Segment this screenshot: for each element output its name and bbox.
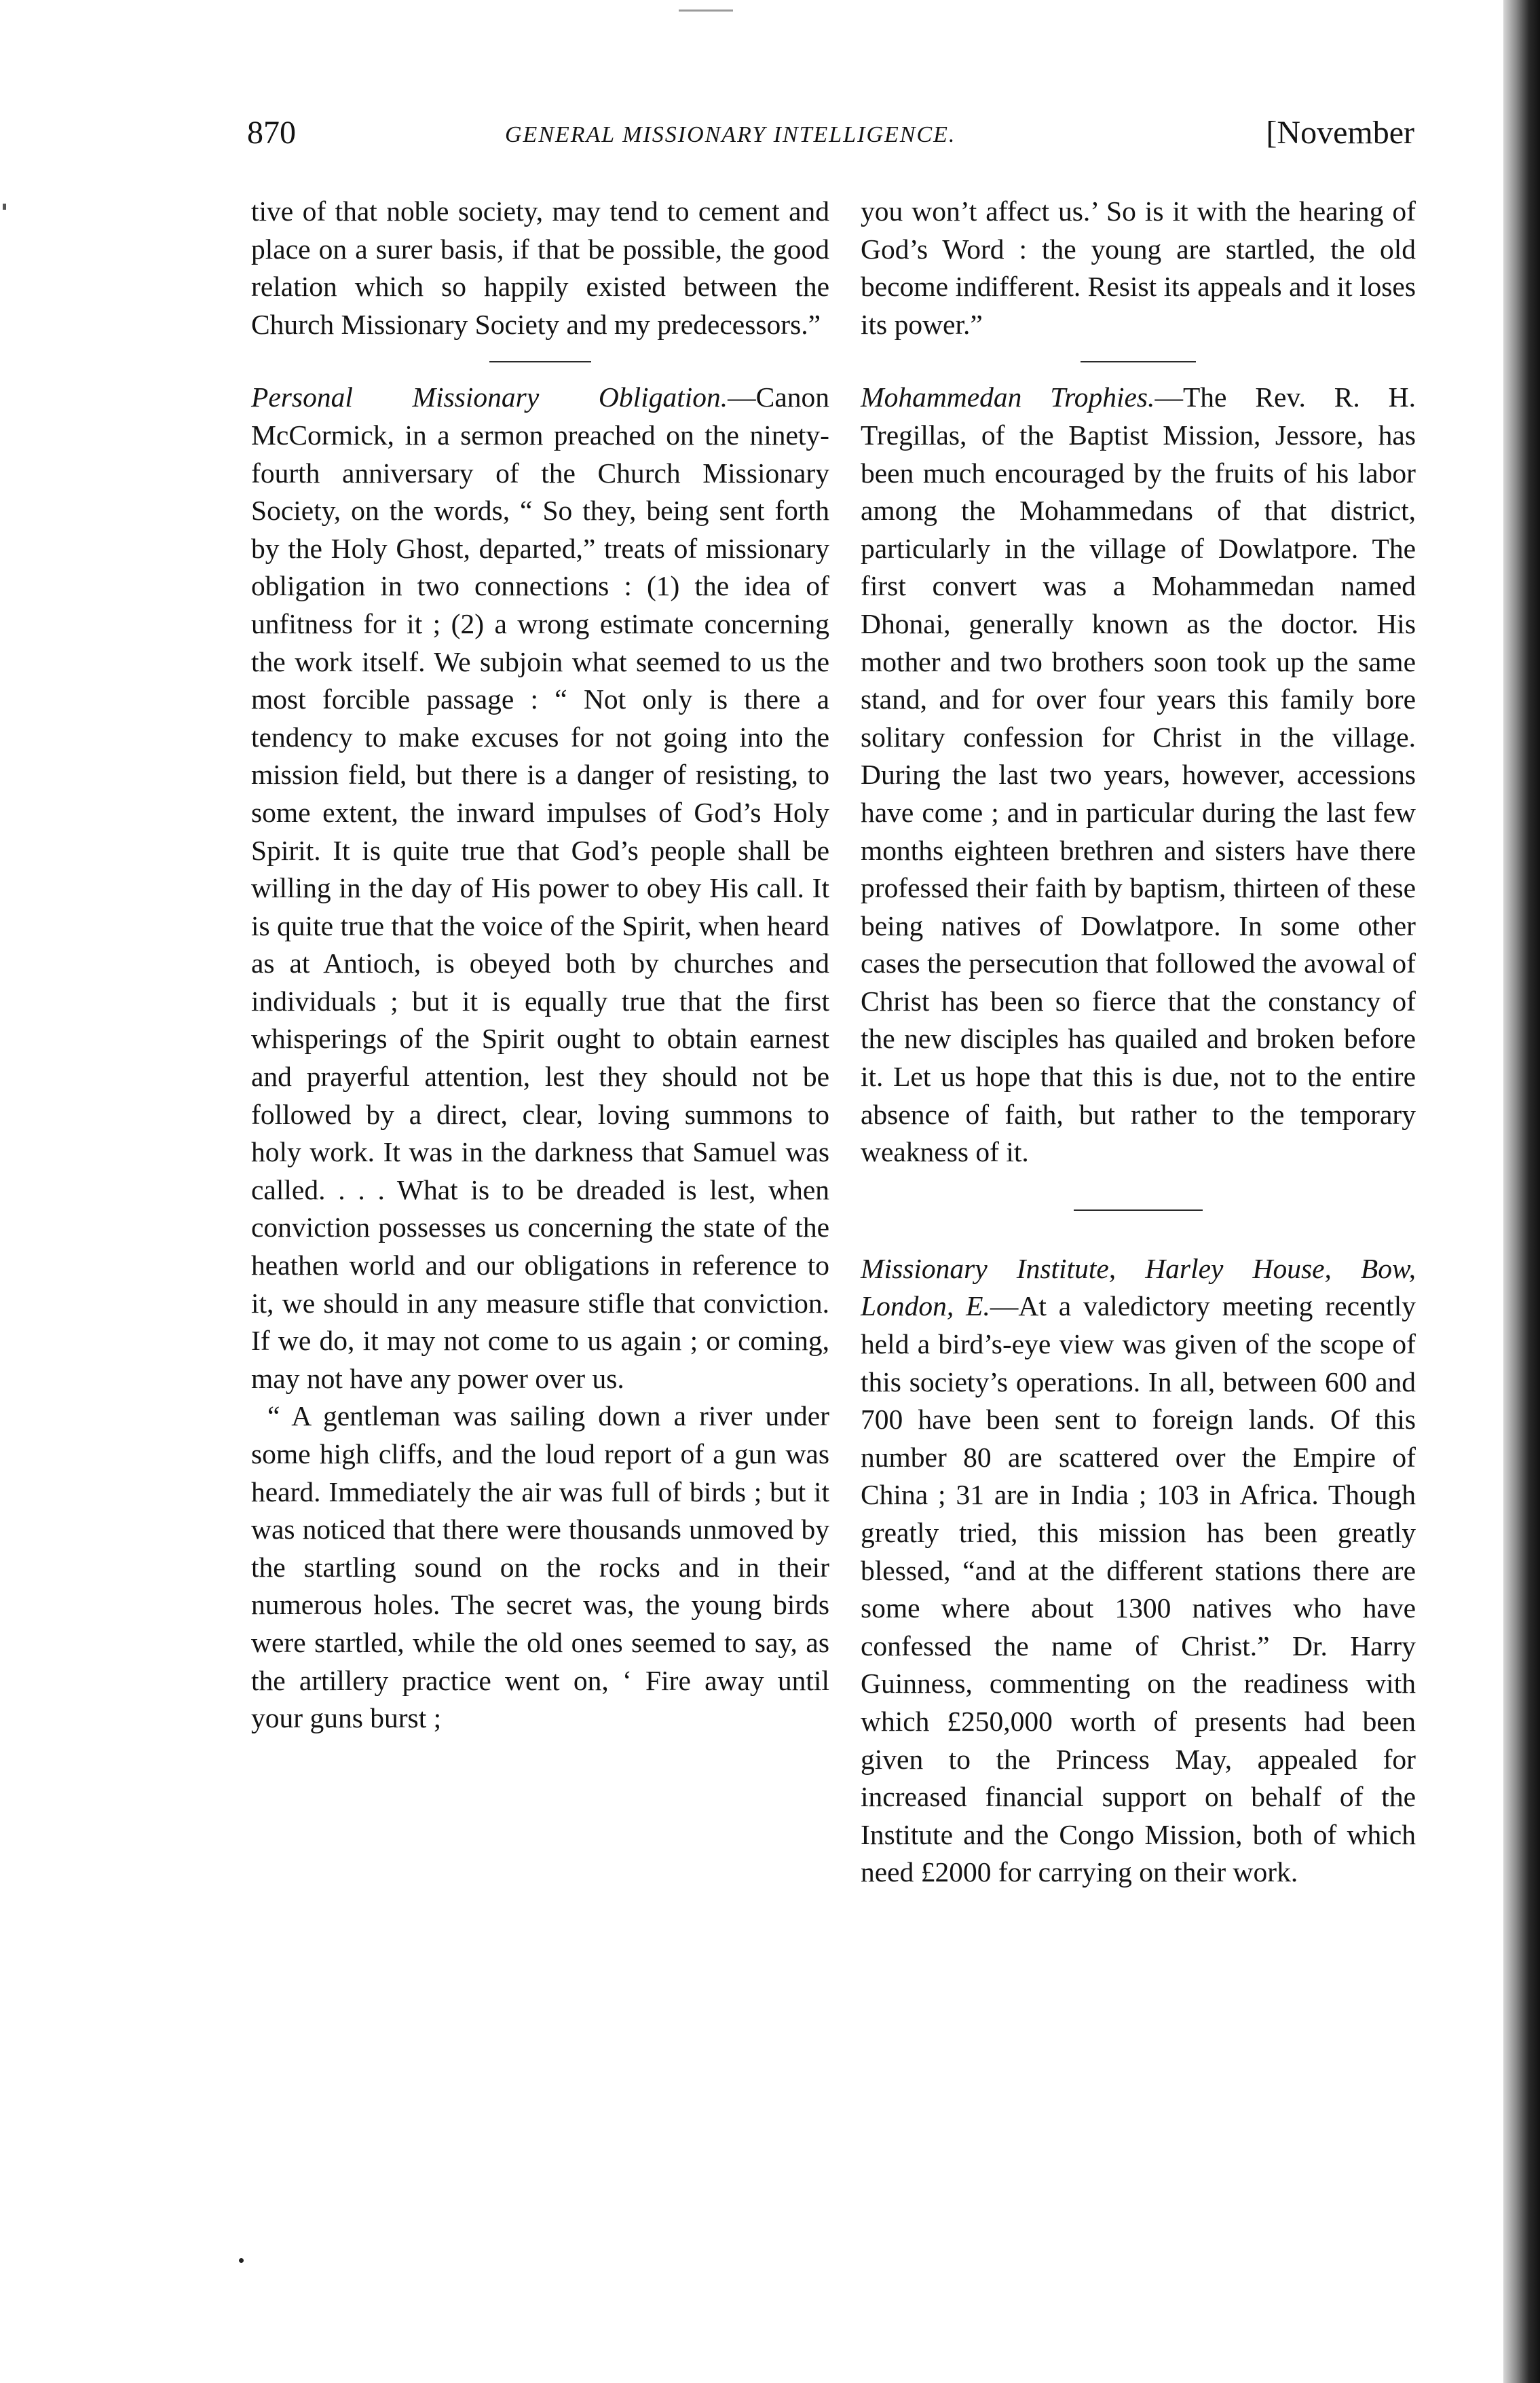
ink-speck <box>239 2258 244 2263</box>
left-paragraph-3: “ A gentleman was sailing down a river under some high cliffs, and the loud report of a gun was heard. Immediately the air was full of birds ; but it was noticed that there were thousands unmoved by the startling sound on the rocks and in their numerous holes. The secret was, the young birds were startled, while the old ones seemed to say, as the artillery practice went on, ‘ Fire away until your guns burst ; <box>251 1400 829 1734</box>
section-body: —Canon McCormick, in a sermon preached on the ninety-fourth anniversary of the Church Missionary Society, on the words, “ So they, being sent forth by the Holy Ghost, departed,” treats of missionary obligation in two connections : (1) the idea of unfitness for it ; (2) a wrong estimate concerning the work itself. We subjoin what seemed to us the most forcible passage : “ Not only is there a tendency to make excuses for not going into the mission field, but there is a danger of resisting, to some extent, the inward impulses of God’s Holy Spirit. It is quite true that God’s people shall be willing in the day of His power to obey His call. It is quite true that the voice of the Spirit, when heard as at Antioch, is obeyed both by churches and individuals ; but it is equally true that the first whisperings of the Spirit ought to obtain earnest and prayerful attention, lest they should not be followed by a direct, clear, loving summons to holy work. It was in the darkness that Samuel was called. . . . What is to be dreaded is lest, when conviction possesses us concerning the state of the heathen world and our obligations in reference to it, we should in any measure stifle that conviction. If we do, it may not come to us again ; or coming, may not have any power over us. <box>251 381 829 1394</box>
running-head: GENERAL MISSIONARY INTELLIGENCE. <box>505 122 956 147</box>
section-divider <box>489 361 591 362</box>
section-divider <box>1074 1209 1203 1211</box>
scan-artifact-line <box>679 10 733 12</box>
scan-mark <box>3 204 6 210</box>
right-paragraph-3 <box>861 1250 1416 1892</box>
month-label: [November <box>1266 115 1414 151</box>
section-heading-missionary-institute: Missionary Institute, Harley House, Bow, London, E. <box>861 1252 1416 1322</box>
right-column <box>861 193 1416 1892</box>
page-header <box>247 114 1414 155</box>
section-heading-mohammedan-trophies: Mohammedan Trophies. <box>861 381 1155 413</box>
left-column <box>251 193 829 1738</box>
section-body: —At a valedictory meeting recently held a bird’s-eye view was given of the scope of this society’s operations. In all, between 600 and 700 have been sent to foreign lands. Of this number 80 are scattered over the Empire of China ; 31 are in India ; 103 in Africa. Though greatly tried, this mission has been greatly blessed, “and at the different stations there are some where about 1300 natives who have confessed the name of Christ.” Dr. Harry Guinness, commenting on the readiness with which £250,000 worth of presents had been given to the Princess May, appealed for increased financial support on behalf of the Institute and the Congo Mission, both of which need £2000 for carrying on their work. <box>861 1290 1416 1888</box>
page-number: 870 <box>247 115 296 151</box>
left-paragraph-1: tive of that noble society, may tend to cement and place on a surer basis, if that be possible, the good relation which so happily existed between the Church Missionary Society and my predecessors.” <box>251 195 829 340</box>
right-paragraph-1: you won’t affect us.’ So is it with the hearing of God’s Word : the young are startled, the old become indifferent. Resist its appeals and it loses its power.” <box>861 195 1416 340</box>
section-divider <box>1081 361 1196 362</box>
section-heading-personal-missionary-obligation: Personal Missionary Obligation. <box>251 381 728 413</box>
page-edge-shadow <box>1503 0 1540 2383</box>
right-paragraph-2 <box>861 379 1416 1171</box>
left-paragraph-2 <box>251 379 829 1397</box>
section-body: —The Rev. R. H. Tregillas, of the Baptist Mission, Jessore, has been much encouraged by the fruits of his labor among the Mohammedans of that district, particularly in the village of Dowlatpore. The first convert was a Mohammedan named Dhonai, generally known as the doctor. His mother and two brothers soon took up the same stand, and for over four years this family bore solitary confession for Christ in the village. During the last two years, however, accessions have come ; and in particular during the last few months eighteen brethren and sisters have there professed their faith by baptism, thirteen of these being natives of Dowlatpore. In some other cases the persecution that followed the avowal of Christ has been so fierce that the constancy of the new disciples has quailed and broken before it. Let us hope that this is due, not to the entire absence of faith, but rather to the temporary weakness of it. <box>861 381 1416 1168</box>
